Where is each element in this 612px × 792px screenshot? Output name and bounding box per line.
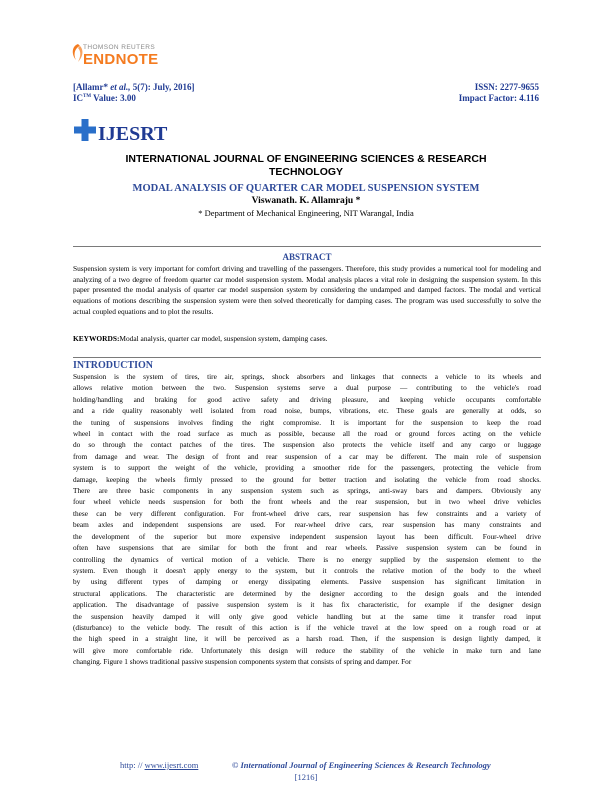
body-line: and a ride quality reasonably well isolated from road noise, bumps, vibrations, etc. These goals are generally at odds, so [73,406,541,416]
issn: ISSN: 2277-9655 [474,82,539,92]
abstract-text: Suspension system is very important for comfort driving and travelling of the passengers. Therefore, this study provides a numerical tool for modeling and analyzing of a two degree of freedom quarter car model suspension system. Modal analysis places a vital role in designing the suspension system. In this paper presented the modal analysis of quarter car model suspension system by considering the undamped and damped factors. The modal and vertical equations of motions describing the suspension system were then solved theoretically for damping cases. The program was used successfully to solve the actual coupled equations and to plot the results. [73,264,541,316]
logo-subtitle: THOMSON REUTERS [83,44,156,51]
body-line: There are three basic components in any suspension system such as springs, anti-sway bars and dampers. Obviously any [73,486,541,496]
journal-name: INTERNATIONAL JOURNAL OF ENGINEERING SCIENCES & RESEARCH TECHNOLOGY [125,153,487,178]
body-line: allows relative motion between the two. Suspension systems serve a dual purpose — contributing to the vehicle's road [73,383,541,393]
author: Viswanath. K. Allamraju * [251,196,361,206]
body-line: Suspension is the system of tires, tire air, springs, shock absorbers and linkages that connects a vehicle to its wheels and [73,372,541,381]
citation: [Allamr* et al., 5(7): July, 2016] [73,82,195,92]
introduction-body [73,371,541,668]
body-line: the high speed in a straight line, it will be perceived as a harsh road. Then, if the suspension is design lightly damped, it [73,634,541,644]
footer-url[interactable]: http: // www.ijesrt.com [120,760,199,770]
body-line: wheel in contact with the road surface as much as possible, because all the road or ground forces acting on the vehicle [73,429,541,439]
body-line: will give more comfortable ride. Unfortunately this design will reduce the stability of the vehicle in make turn and lane [73,645,541,655]
body-line: system. Even though it doesn't apply energy to the system, but it controls the relative motion of the body to the wheel [73,565,541,575]
body-line: controlling the dynamics of vertical motion of a vehicle. There is no energy supplied by the suspension element to the [73,554,541,564]
divider [73,246,541,247]
logo-title: ENDNOTE [83,51,159,68]
body-line: do so through the contact patches of the tires. The suspension also protects the vehicle itself and any cargo or luggage [73,440,541,450]
affiliation: * Department of Mechanical Engineering, NIT Warangal, India [198,208,414,218]
body-line: the suspension heavily damped it will only give good vehicle handling but at the same time it transfer road input [73,611,541,621]
body-line: four wheel vehicle needs suspension for both the front wheels and the rear suspension, but in two wheel drive vehicles [73,497,541,507]
page-number: [1216] [294,772,318,782]
article-title: MODAL ANALYSIS OF QUARTER CAR MODEL SUSPENSION SYSTEM [132,183,480,194]
body-line: often have suspensions that are similar for both the front and rear wheels. Passive suspension system can be found in [73,543,541,553]
body-line: the development of the superior but more expensive independent suspension layout has been difficult. Four-wheel drive [73,531,541,541]
impact-factor: Impact Factor: 4.116 [458,93,539,103]
body-line: these can be very different configuration. For front-wheel drive cars, rear suspension has few constraints and a variety of [73,508,541,518]
journal-logo-text: IJESRT [98,123,168,145]
body-line: beam axles and independent suspensions are used. For rear-wheel drive cars, rear suspension has many constraints and [73,520,541,530]
keywords: KEYWORDS:Modal analysis, quarter car model, suspension system, damping cases. [73,334,328,343]
body-line: changing. Figure 1 shows traditional passive suspension components system that consists of spring and damper. For [73,657,412,667]
body-line: from damage and wear. The design of front and rear suspension of a car may be different. The main role of suspension [73,451,541,461]
body-line: by using different types of damping or energy dissipating elements. Passive suspension has significant limitation in [73,577,541,587]
body-line: system is to support the weight of the vehicle, providing a smoother ride for the passengers, protecting the vehicle from [73,463,541,473]
ic-value: IC™ Value: 3.00 [73,93,136,103]
body-line: the tuning of suspensions involves finding the right compromise. It is important for the suspension to keep the road [73,417,541,427]
divider [73,357,541,358]
body-line: (disturbance) to the vehicle body. The result of this action is if the vehicle travel at the low speed on a rough road or at [73,622,541,632]
body-line: structural applications. The characteristic are determined by the designer according to the design goals and the intended [73,588,541,598]
body-line: damage, keeping the wheels firmly pressed to the ground for better traction and isolating the vehicle from road shocks. [73,474,541,484]
footer-copyright: © International Journal of Engineering Sciences & Research Technology [232,760,491,770]
section-heading: INTRODUCTION [73,360,154,371]
body-line: application. The disadvantage of passive suspension system is it has fix characteristic, for example if the designer design [73,600,541,610]
plus-cross-icon [73,118,97,142]
abstract-heading: ABSTRACT [282,252,332,262]
body-line: holding/handling and braking for good active safety and driving pleasure, and keeping vehicle occupants comfortable [73,394,541,404]
